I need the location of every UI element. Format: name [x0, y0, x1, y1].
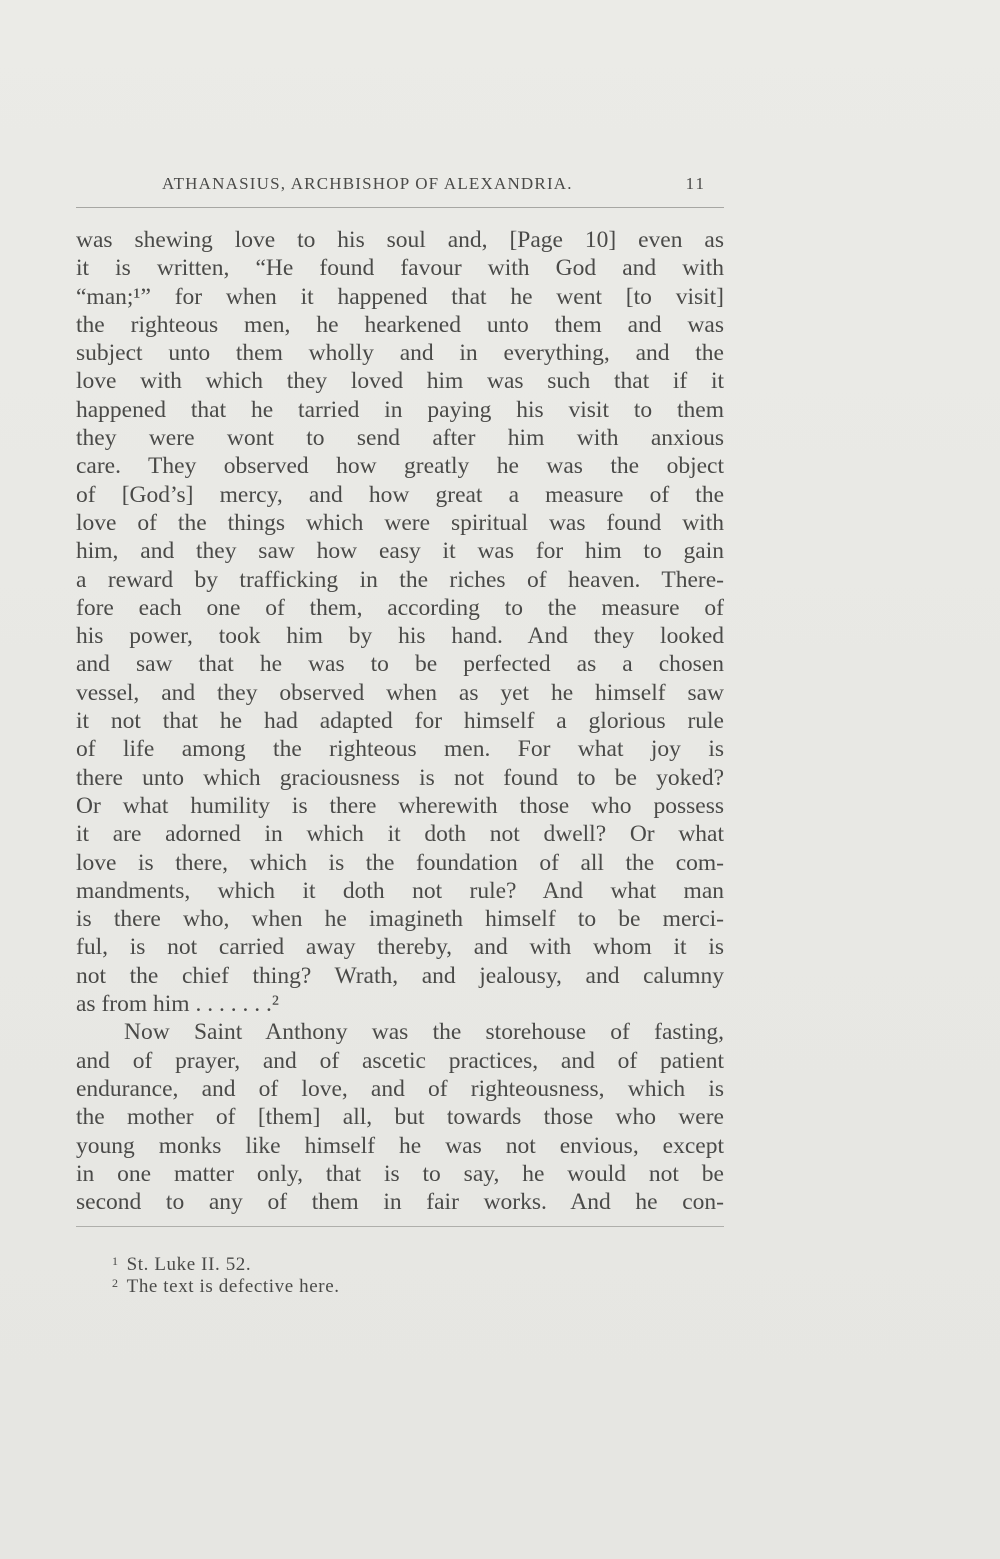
text-line: love with which they loved him was such that if it [76, 368, 724, 395]
text-line: young monks like himself he was not envious, except [76, 1132, 724, 1159]
text-line: was shewing love to his soul and, [Page 10] even as [76, 227, 724, 253]
text-line: him, and they saw how easy it was for him to gain [76, 538, 724, 565]
running-head [76, 174, 724, 200]
header-rule [76, 207, 724, 208]
page-number: 11 [685, 174, 706, 193]
text-line: they were wont to send after him with anxious [76, 425, 724, 452]
text-line: subject unto them wholly and in everything, and the [76, 340, 724, 367]
text-line: the mother of [them] all, but towards those who were [76, 1104, 724, 1131]
text-line: mandments, which it doth not rule? And what man [76, 877, 724, 904]
text-line: ful, is not carried away thereby, and with whom it is [76, 934, 724, 961]
text-line: happened that he tarried in paying his visit to them [76, 396, 724, 423]
text-line: there unto which graciousness is not found to be yoked? [76, 764, 724, 791]
text-line: of life among the righteous men. For what joy is [76, 736, 724, 763]
text-line: care. They observed how greatly he was the object [76, 453, 724, 480]
text-line: vessel, and they observed when as yet he himself saw [76, 679, 724, 706]
text-line: his power, took him by his hand. And they looked [76, 623, 724, 650]
text-line: of [God’s] mercy, and how great a measure of the [76, 481, 724, 508]
footnote-text: St. Luke II. 52. [126, 1254, 252, 1275]
text-line: it are adorned in which it doth not dwell? Or what [76, 821, 724, 848]
body-text [76, 226, 724, 1216]
text-line: is there who, when he imagineth himself to be merci- [76, 906, 724, 933]
footnotes [112, 1250, 712, 1297]
text-line: Or what humility is there wherewith those who possess [76, 792, 724, 819]
footnote-rule [76, 1226, 724, 1227]
text-line: it is written, “He found favour with God and with [76, 255, 724, 282]
footnote-1 [112, 1250, 712, 1275]
text-line: second to any of them in fair works. And he con- [76, 1189, 724, 1216]
text-line: and of prayer, and of ascetic practices, and of patient [76, 1047, 724, 1074]
text-line: love of the things which were spiritual was found with [76, 509, 724, 536]
running-title: ATHANASIUS, ARCHBISHOP OF ALEXANDRIA. [162, 174, 573, 193]
text-line: “man;¹” for when it happened that he went [to visit] [76, 283, 724, 310]
text-line: a reward by trafficking in the riches of heaven. There- [76, 566, 724, 593]
footnote-2 [112, 1272, 712, 1297]
text-line: endurance, and of love, and of righteousness, which is [76, 1075, 724, 1102]
text-line-paragraph-end: as from him . . . . . . .² [76, 991, 279, 1018]
text-line-paragraph-start: Now Saint Anthony was the storehouse of fasting, [124, 1019, 724, 1046]
text-line: not the chief thing? Wrath, and jealousy, and calumny [76, 962, 724, 989]
footnote-marker: 2 [112, 1276, 119, 1290]
text-line: and saw that he was to be perfected as a chosen [76, 651, 724, 678]
text-line: love is there, which is the foundation of all the com- [76, 849, 724, 876]
footnote-text: The text is defective here. [126, 1276, 340, 1297]
text-line: the righteous men, he hearkened unto them and was [76, 311, 724, 338]
text-line: it not that he had adapted for himself a glorious rule [76, 708, 724, 735]
text-line: fore each one of them, according to the measure of [76, 594, 724, 621]
footnote-marker: 1 [112, 1254, 119, 1268]
text-line: in one matter only, that is to say, he would not be [76, 1160, 724, 1187]
